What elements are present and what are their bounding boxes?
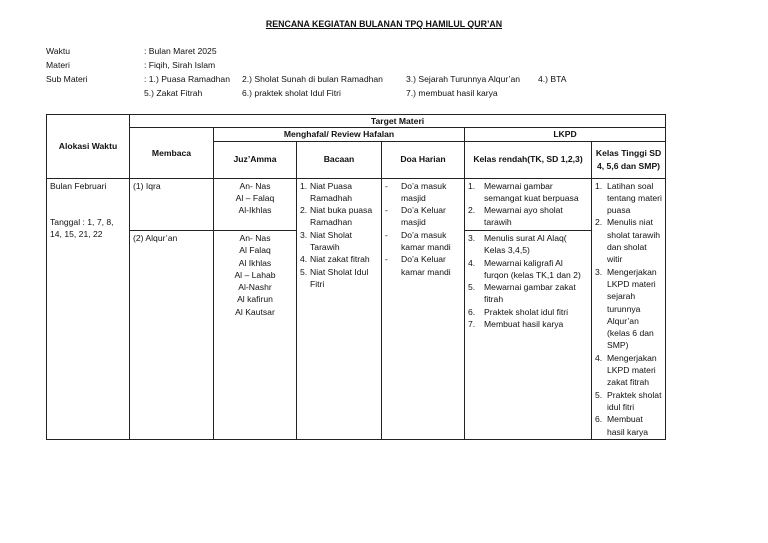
sub-materi-item: 3.) Sejarah Turunnya Alqur’an: [406, 74, 521, 84]
meta-waktu: [46, 44, 726, 58]
cell-kelas-rendah-2: [465, 230, 592, 439]
juz-item: Al kafirun: [237, 294, 273, 305]
juz-item: An- Nas: [239, 180, 271, 191]
sub-materi-item: 5.) Zakat Fitrah: [144, 88, 203, 98]
doa-item: - Do’a Keluar kamar mandi: [385, 254, 451, 277]
doa-item: - Do’a masuk masjid: [385, 180, 447, 203]
alokasi-tanggal: Tanggal : 1, 7, 8, 14, 15, 21, 22: [50, 216, 114, 240]
cell-kelas-rendah-1: [465, 178, 592, 230]
juz-item: Al-Nashr: [238, 282, 272, 293]
juz-item: Al Kautsar: [235, 306, 275, 317]
juz-item: Al-Ikhlas: [238, 205, 272, 216]
activity-table: [46, 114, 666, 440]
bacaan-item: 1. Niat Puasa Ramadhah: [300, 180, 353, 203]
header-target-materi: Target Materi: [130, 115, 666, 128]
bacaan-item: 4. Niat zakat fitrah: [300, 254, 370, 265]
bacaan-item: 2. Niat buka puasa Ramadhan: [300, 205, 373, 228]
rendah-item: 2. Mewarnai ayo sholat tarawih: [468, 205, 563, 228]
alokasi-bulan: Bulan Februari: [50, 180, 107, 191]
sub-materi-item: 4.) BTA: [538, 74, 567, 84]
tinggi-item: 6. Membuat hasil karya: [595, 414, 649, 437]
waktu-value: : Bulan Maret 2025: [144, 46, 217, 56]
meta-materi: [46, 58, 726, 72]
rendah-item: 1. Mewarnai gambar semangat kuat berpuasa: [468, 180, 579, 203]
cell-juz-amma-2: [214, 230, 297, 439]
tinggi-item: 5. Praktek sholat idul fitri: [595, 389, 662, 412]
header-alokasi-waktu: Alokasi Waktu: [47, 115, 130, 179]
tinggi-item: 3. Mengerjakan LKPD materi sejarah turunnya Alqur’an (kelas 6 dan SMP): [595, 266, 657, 351]
tinggi-item: 4. Mengerjakan LKPD materi zakat fitrah: [595, 352, 657, 388]
sub-materi-label: Sub Materi: [46, 74, 88, 84]
juz-item: Al – Lahab: [234, 269, 276, 280]
juz-item: Al Falaq: [239, 245, 271, 256]
meta-block: [46, 44, 726, 100]
header-lkpd: LKPD: [465, 128, 666, 141]
waktu-label: Waktu: [46, 46, 71, 56]
tinggi-item: 2. Menulis niat sholat tarawih dan sholat witir: [595, 217, 661, 265]
sub-materi-item: 2.) Sholat Sunah di bulan Ramadhan: [242, 74, 383, 84]
materi-value: : Fiqih, Sirah Islam: [144, 60, 216, 70]
bacaan-item: 3. Niat Sholat Tarawih: [300, 229, 353, 253]
cell-membaca-iqra: (1) Iqra: [130, 178, 214, 230]
juz-item: Al – Falaq: [235, 192, 275, 203]
doa-item: - Do’a masuk kamar mandi: [385, 229, 451, 253]
sub-materi-item: : 1.) Puasa Ramadhan: [144, 74, 230, 84]
tinggi-item: 1. Latihan soal tentang materi puasa: [595, 180, 662, 216]
rendah-item: 6. Praktek sholat idul fitri: [468, 306, 569, 317]
bacaan-item: 5. Niat Sholat Idul Fitri: [300, 266, 369, 289]
cell-doa-harian: [382, 178, 465, 439]
cell-alokasi: [47, 178, 130, 439]
rendah-item: 7. Membuat hasil karya: [468, 319, 564, 330]
header-membaca: Membaca: [130, 128, 214, 178]
document-title: RENCANA KEGIATAN BULANAN TPQ HAMILUL QUR’AN: [265, 19, 503, 29]
cell-juz-amma-1: [214, 178, 297, 230]
header-doa-harian: Doa Harian: [382, 141, 465, 178]
sub-materi-item: 7.) membuat hasil karya: [406, 88, 498, 98]
rendah-item: 4. Mewarnai kaligrafi Al furqon (kelas TK,1 dan 2): [468, 257, 581, 280]
header-juz-amma: Juz’Amma: [214, 141, 297, 178]
meta-sub-materi-2: [46, 86, 726, 100]
header-menghafal: Menghafal/ Review Hafalan: [214, 128, 465, 141]
header-kelas-rendah: Kelas rendah(TK, SD 1,2,3): [465, 141, 592, 178]
sub-materi-item: 6.) praktek sholat Idul Fitri: [242, 88, 341, 98]
materi-label: Materi: [46, 60, 70, 70]
cell-bacaan: [297, 178, 382, 439]
juz-item: Al Ikhlas: [238, 257, 272, 268]
cell-kelas-tinggi: [592, 178, 666, 439]
rendah-item: 5. Mewarnai gambar zakat fitrah: [468, 282, 576, 305]
header-kelas-tinggi: Kelas Tinggi SD 4, 5,6 dan SMP): [592, 141, 666, 178]
meta-sub-materi: [46, 72, 726, 86]
rendah-item: 3. Menulis surat Al Alaq( Kelas 3,4,5): [468, 232, 567, 256]
juz-item: An- Nas: [239, 232, 271, 243]
cell-membaca-alquran: (2) Alqur’an: [130, 230, 214, 439]
doa-item: - Do’a Keluar masjid: [385, 205, 446, 228]
header-bacaan: Bacaan: [297, 141, 382, 178]
